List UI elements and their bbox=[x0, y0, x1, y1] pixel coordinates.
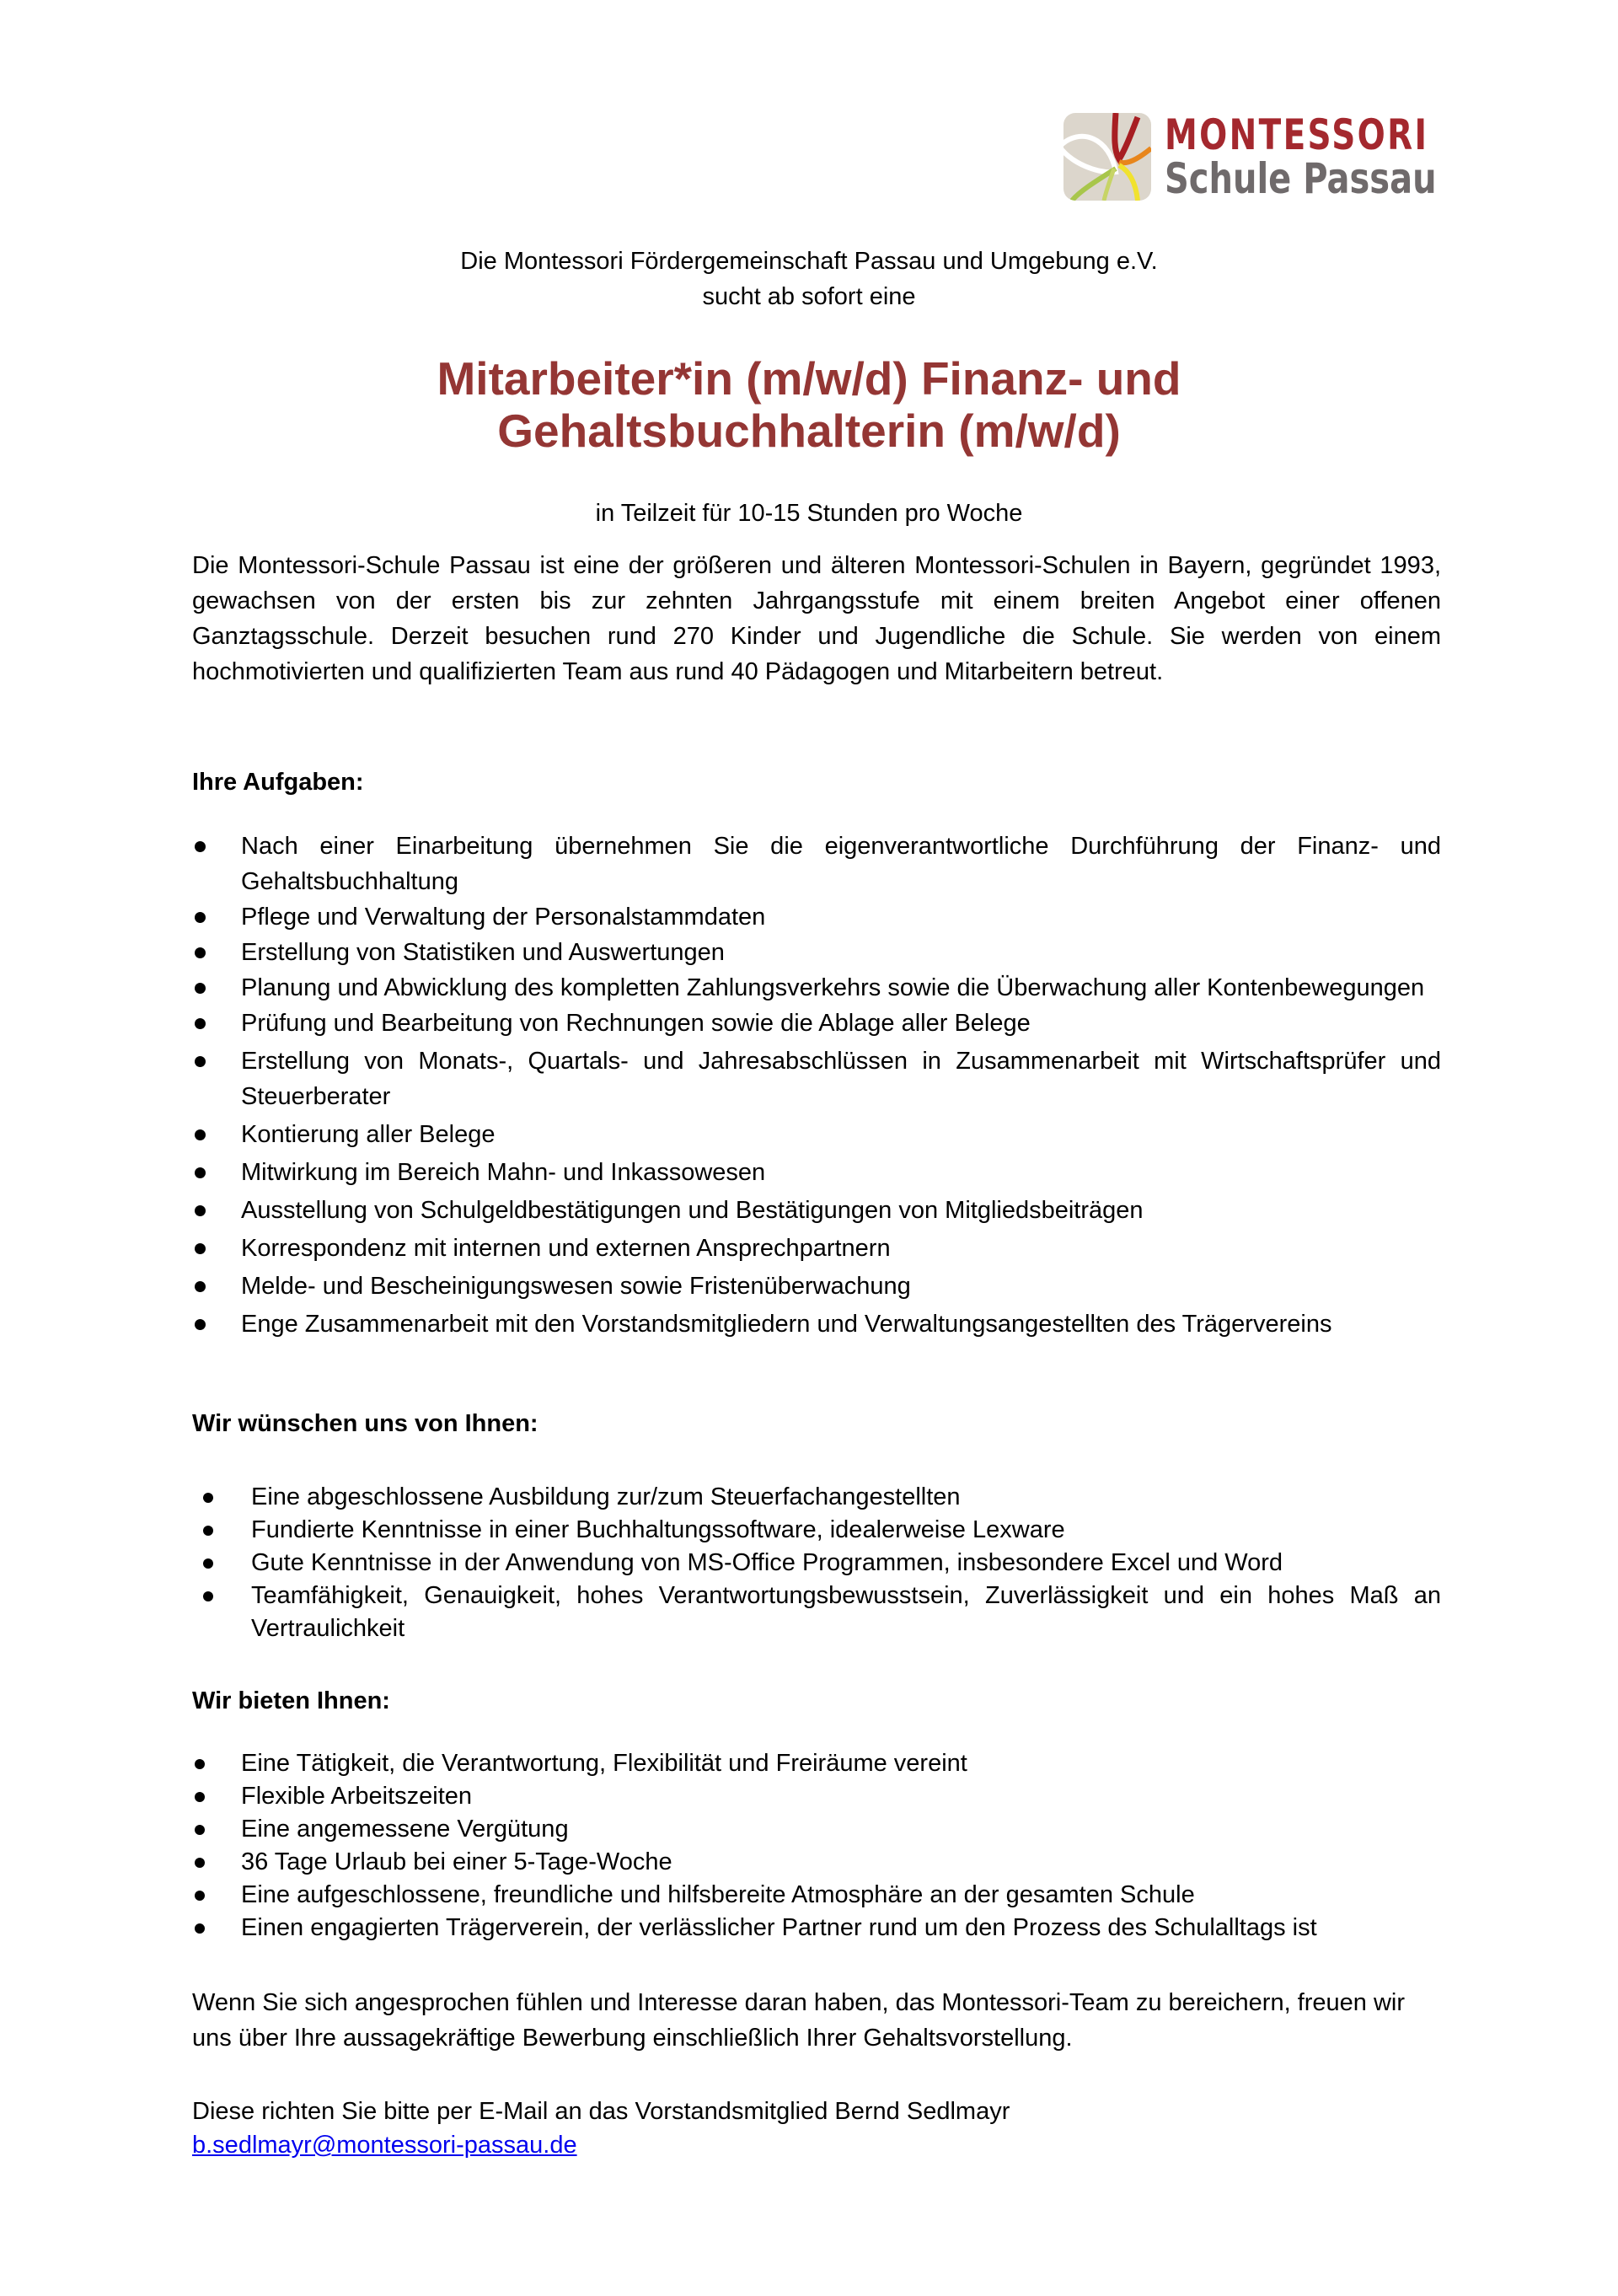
list-item: Ausstellung von Schulgeldbestätigungen und Bestätigungen von Mitgliedsbeiträgen bbox=[192, 1193, 1441, 1228]
list-item: Teamfähigkeit, Genauigkeit, hohes Verantwortungsbewusstsein, Zuverlässigkeit und ein hohes Maß an Vertraulichkeit bbox=[192, 1580, 1441, 1645]
bullet-icon bbox=[203, 1526, 213, 1536]
tasks-heading: Ihre Aufgaben: bbox=[192, 769, 364, 796]
list-item: Planung und Abwicklung des kompletten Zahlungsverkehrs sowie die Überwachung aller Kontenbewegungen bbox=[192, 970, 1441, 1006]
list-item: Enge Zusammenarbeit mit den Vorstandsmitgliedern und Verwaltungsangestellten des Trägervereins bbox=[192, 1306, 1441, 1342]
bullet-icon bbox=[195, 1792, 205, 1802]
job-title-line-1: Mitarbeiter*in (m/w/d) Finanz- und bbox=[437, 352, 1181, 405]
list-item: Erstellung von Statistiken und Auswertungen bbox=[192, 935, 1441, 970]
job-hours: in Teilzeit für 10-15 Stunden pro Woche bbox=[595, 500, 1023, 527]
bullet-icon bbox=[195, 1281, 206, 1292]
bullet-icon bbox=[203, 1493, 213, 1503]
bullet-icon bbox=[195, 1167, 206, 1178]
contact-line: Diese richten Sie bitte per E-Mail an das Vorstandsmitglied Bernd Sedlmayr bbox=[192, 2098, 1010, 2125]
bullet-icon bbox=[195, 1891, 205, 1901]
job-title-line-2: Gehaltsbuchhalterin (m/w/d) bbox=[497, 405, 1121, 457]
tasks-list bbox=[192, 829, 1441, 1342]
bullet-icon bbox=[195, 841, 206, 852]
list-item: Gute Kenntnisse in der Anwendung von MS-Office Programmen, insbesondere Excel und Word bbox=[192, 1547, 1441, 1580]
logo-subtitle: Schule Passau bbox=[1165, 154, 1437, 203]
bullet-icon bbox=[195, 1759, 205, 1769]
list-item: Melde- und Bescheinigungswesen sowie Fristenüberwachung bbox=[192, 1269, 1441, 1304]
email-container bbox=[192, 2127, 1441, 2163]
bullet-icon bbox=[195, 1923, 205, 1934]
list-item: 36 Tage Urlaub bei einer 5-Tage-Woche bbox=[192, 1846, 1441, 1879]
list-item: Mitwirkung im Bereich Mahn- und Inkassowesen bbox=[192, 1155, 1441, 1190]
list-item: Fundierte Kenntnisse in einer Buchhaltungssoftware, idealerweise Lexware bbox=[192, 1514, 1441, 1547]
school-logo bbox=[1063, 110, 1451, 203]
bullet-icon bbox=[203, 1591, 213, 1601]
wishes-section bbox=[192, 1481, 1441, 1645]
bullet-icon bbox=[195, 1018, 206, 1029]
bullet-icon bbox=[195, 1858, 205, 1868]
offers-section bbox=[192, 1747, 1441, 1945]
logo-mark-icon bbox=[1063, 113, 1151, 201]
bullet-icon bbox=[195, 912, 206, 923]
organization-line: Die Montessori Fördergemeinschaft Passau und Umgebung e.V. bbox=[460, 248, 1158, 275]
list-item: Prüfung und Bearbeitung von Rechnungen sowie die Ablage aller Belege bbox=[192, 1006, 1441, 1041]
list-item: Nach einer Einarbeitung übernehmen Sie die eigenverantwortliche Durchführung der Finanz- und Gehaltsbuchhaltung bbox=[192, 829, 1441, 899]
search-intro-line: sucht ab sofort eine bbox=[702, 283, 916, 310]
list-item: Flexible Arbeitszeiten bbox=[192, 1780, 1441, 1813]
school-description: Die Montessori-Schule Passau ist eine der größeren und älteren Montessori-Schulen in Bayern, gegründet 1993, gewachsen von der ersten bis zur zehnten Jahrgangsstufe mit einem breiten Angebot einer offenen Ganztagsschule. Derzeit besuchen rund 270 Kinder und Jugendliche die Schule. Sie werden von einem hochmotivierten und qualifizierten Team aus rund 40 Pädagogen und Mitarbeitern betreut. bbox=[192, 552, 1441, 685]
logo-title: MONTESSORI bbox=[1165, 110, 1429, 159]
bullet-icon bbox=[195, 1243, 206, 1254]
list-item: Erstellung von Monats-, Quartals- und Jahresabschlüssen in Zusammenarbeit mit Wirtschaftsprüfer und Steuerberater bbox=[192, 1043, 1441, 1114]
list-item: Eine Tätigkeit, die Verantwortung, Flexibilität und Freiräume vereint bbox=[192, 1747, 1441, 1780]
wishes-list bbox=[192, 1481, 1441, 1645]
offers-list bbox=[192, 1747, 1441, 1945]
list-item: Kontierung aller Belege bbox=[192, 1117, 1441, 1152]
bullet-icon bbox=[195, 1129, 206, 1140]
list-item: Einen engagierten Trägerverein, der verlässlicher Partner rund um den Prozess des Schulalltags ist bbox=[192, 1912, 1441, 1945]
bullet-icon bbox=[195, 947, 206, 958]
bullet-icon bbox=[195, 1056, 206, 1067]
list-item: Eine aufgeschlossene, freundliche und hilfsbereite Atmosphäre an der gesamten Schule bbox=[192, 1879, 1441, 1912]
list-item: Eine abgeschlossene Ausbildung zur/zum Steuerfachangestellten bbox=[192, 1481, 1441, 1514]
bullet-icon bbox=[195, 1205, 206, 1216]
job-title bbox=[0, 352, 1618, 457]
bullet-icon bbox=[195, 1319, 206, 1330]
list-item: Pflege und Verwaltung der Personalstammdaten bbox=[192, 899, 1441, 935]
list-item: Korrespondenz mit internen und externen Ansprechpartnern bbox=[192, 1231, 1441, 1266]
tasks-section bbox=[192, 829, 1441, 1342]
wishes-heading: Wir wünschen uns von Ihnen: bbox=[192, 1410, 538, 1437]
bullet-icon bbox=[195, 1825, 205, 1835]
list-item: Eine angemessene Vergütung bbox=[192, 1813, 1441, 1846]
bullet-icon bbox=[203, 1558, 213, 1569]
closing-paragraph: Wenn Sie sich angesprochen fühlen und Interesse daran haben, das Montessori-Team zu bereichern, freuen wir uns über Ihre aussagekräftige Bewerbung einschließlich Ihrer Gehaltsvorstellung. bbox=[192, 1989, 1406, 2052]
bullet-icon bbox=[195, 983, 206, 994]
email-link[interactable]: b.sedlmayr@montessori-passau.de bbox=[192, 2132, 577, 2159]
offers-heading: Wir bieten Ihnen: bbox=[192, 1687, 390, 1714]
